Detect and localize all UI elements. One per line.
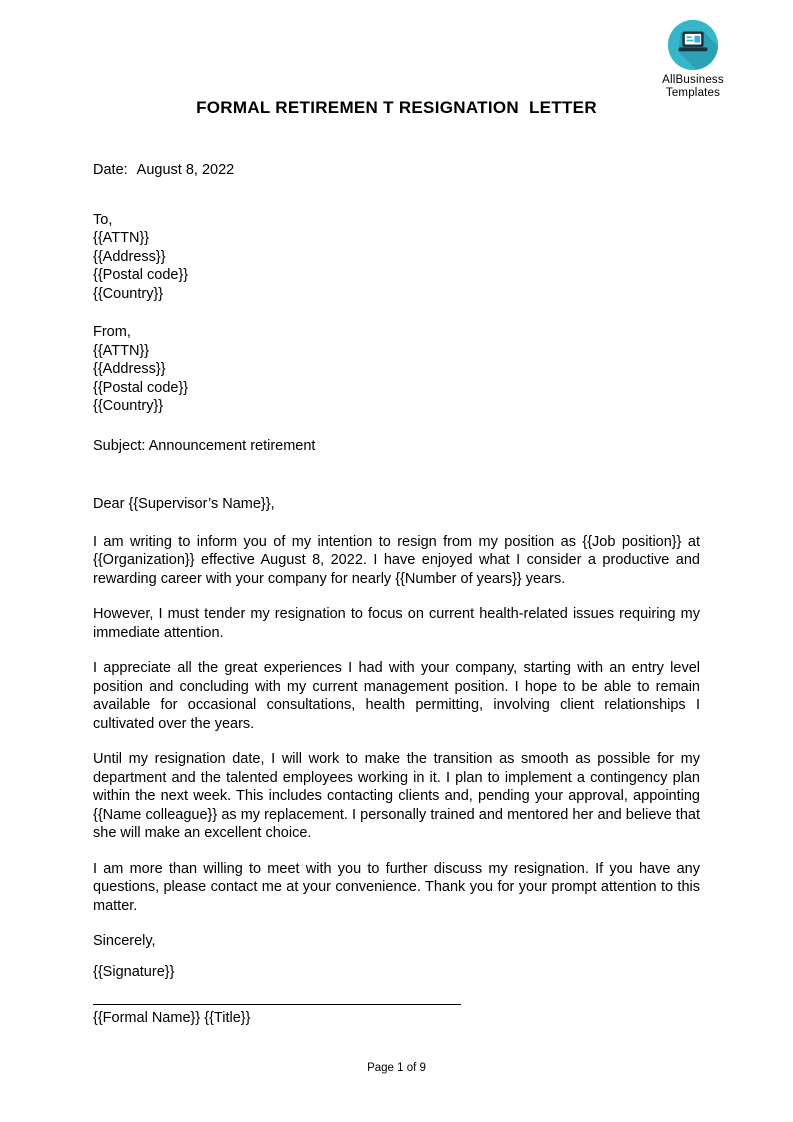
subject-line: Subject: Announcement retirement <box>93 437 316 454</box>
date-label: Date: <box>93 162 128 178</box>
paragraph-willing-to-meet: I am more than willing to meet with you to further discuss my resignation. If you have any questions, please contact me at your convenience. Thank you for your prompt attention to this matter. <box>93 860 700 914</box>
from-label: From, <box>93 324 131 340</box>
brand-name-line1: AllBusiness <box>662 74 724 86</box>
brand-logo <box>633 18 753 100</box>
paragraph-transition-plan: Until my resignation date, I will work to make the transition as smooth as possible for my department and the talented employees working in it. I plan to implement a contingency plan within the next week. This includes contacting clients and, pending your approval, appointing {{Name colleague}} as my replacement. I personally trained and mentored her and believe that she will make an excellent choice. <box>93 751 700 841</box>
date-row <box>93 161 700 180</box>
from-address-placeholder: {{Address}} <box>93 361 166 377</box>
to-label: To, <box>93 211 113 228</box>
letter-body <box>93 161 700 1028</box>
paragraph-intent-to-resign: I am writing to inform you of my intention to resign from my position as {{Job position}} at {{Organization}} effective August 8, 2022. I have enjoyed what I consider a productive and rewarding career with your company for nearly {{Number of years}} years. <box>93 533 700 587</box>
laptop-icon <box>666 18 720 72</box>
date-value: August 8, 2022 <box>136 162 235 178</box>
sender-address-block <box>93 323 700 416</box>
from-attn-placeholder: {{ATTN}} <box>93 342 150 359</box>
signature-placeholder: {{Signature}} <box>93 963 175 980</box>
to-attn-placeholder: {{ATTN}} <box>93 230 150 246</box>
closing: Sincerely, <box>93 933 156 949</box>
formal-name-title-placeholder: {{Formal Name}} {{Title}} <box>93 1010 251 1026</box>
brand-name <box>633 74 753 100</box>
paragraph-appreciation: I appreciate all the great experiences I had with your company, starting with an entry level position and concluding with my current management position. I hope to be able to remain available for occasional consultations, health permitting, involving client relationships I cultivated over the years. <box>93 660 700 732</box>
letter-title: FORMAL RETIREMEN T RESIGNATION LETTER <box>196 98 597 117</box>
to-country-placeholder: {{Country}} <box>93 285 164 302</box>
to-address-placeholder: {{Address}} <box>93 248 166 265</box>
salutation: Dear {{Supervisor’s Name}}, <box>93 496 275 512</box>
paragraph-health-reason: However, I must tender my resignation to focus on current health-related issues requiring my immediate attention. <box>93 606 700 641</box>
page-number: Page 1 of 9 <box>367 1062 426 1074</box>
to-postal-code-placeholder: {{Postal code}} <box>93 267 189 283</box>
signature-line <box>93 1004 461 1005</box>
letter-content <box>0 98 793 1028</box>
recipient-address-block <box>93 211 700 304</box>
from-country-placeholder: {{Country}} <box>93 398 164 414</box>
from-postal-code-placeholder: {{Postal code}} <box>93 379 189 396</box>
brand-name-line2: Templates <box>665 87 721 99</box>
